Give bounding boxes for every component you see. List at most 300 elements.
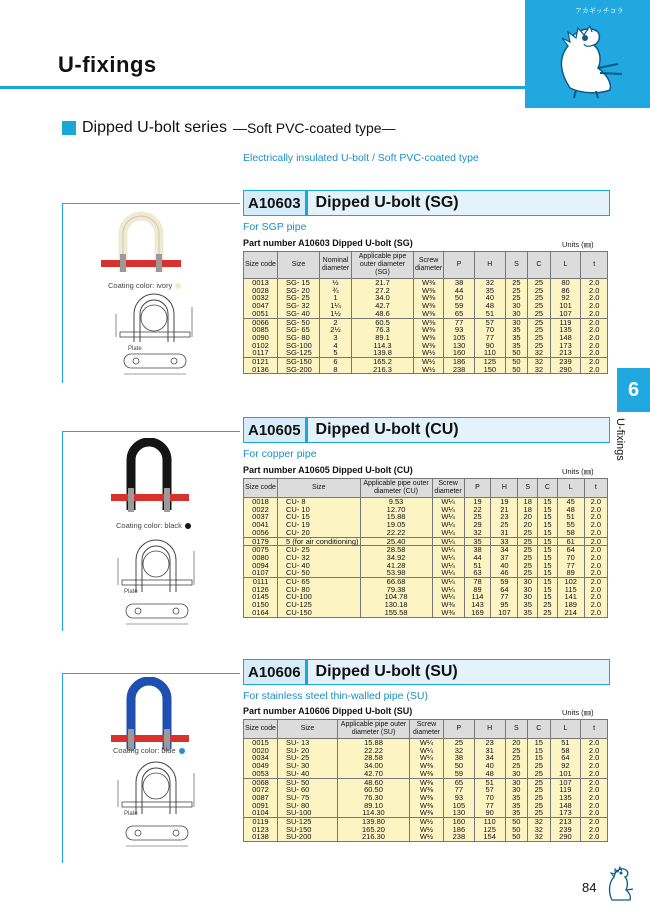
table-header-row: [244, 720, 608, 739]
table-cell: 0138: [244, 833, 278, 841]
col-s: S: [505, 720, 528, 739]
table-cell: 40: [474, 294, 505, 302]
table-cell: 25: [528, 310, 550, 318]
table-cell: 2.0: [581, 802, 608, 810]
table-cell: 2.0: [584, 601, 607, 609]
table-cell: 0117: [244, 349, 278, 357]
table-cell: SG-200: [278, 366, 320, 374]
col-nominal: Nominal diameter: [320, 252, 352, 279]
col-size: Size: [278, 252, 320, 279]
table-cell: 59: [491, 578, 518, 586]
table-cell: 25: [528, 786, 551, 794]
table-cell: W¼: [432, 546, 464, 554]
table-cell: 15: [528, 739, 551, 747]
product-name: Dipped U-bolt (SG): [315, 194, 459, 211]
table-cell: 51: [557, 513, 584, 521]
table-cell: 23: [474, 739, 505, 747]
table-cell: 107: [550, 310, 581, 318]
table-cell: 216.3: [352, 366, 414, 374]
table-cell: 77: [444, 318, 475, 326]
spec-table: [243, 478, 608, 618]
table-cell: 25: [528, 279, 550, 287]
table-cell: 70: [557, 554, 584, 562]
table-cell: CU- 20: [278, 529, 361, 537]
table-cell: 89.1: [352, 334, 414, 342]
table-cell: 139.8: [352, 349, 414, 357]
table-cell: 114.3: [352, 342, 414, 350]
table-cell: 2.0: [581, 310, 608, 318]
brand-corner: [525, 0, 650, 108]
table-cell: 2.0: [581, 366, 608, 374]
table-cell: 3: [320, 334, 352, 342]
table-cell: 18: [518, 498, 538, 506]
table-cell: 2.0: [581, 326, 608, 334]
table-cell: 160: [444, 818, 475, 826]
col-c: C: [528, 720, 551, 739]
table-cell: 32: [474, 279, 505, 287]
table-cell: SU- 40: [278, 770, 338, 778]
table-cell: 76.3: [352, 326, 414, 334]
table-cell: 135: [550, 794, 581, 802]
product-header: [243, 659, 610, 685]
table-cell: 2.0: [581, 833, 608, 841]
table-cell: 0015: [244, 739, 278, 747]
table-cell: 50: [505, 826, 528, 834]
table-cell: 65: [444, 778, 475, 786]
table-cell: 139.80: [338, 818, 410, 826]
col-t: t: [581, 252, 608, 279]
table-cell: 160: [444, 349, 475, 357]
product-usage: For SGP pipe: [243, 221, 307, 233]
col-outer-diameter: Applicable pipe outer diameter (CU): [360, 479, 432, 498]
table-cell: 45: [557, 498, 584, 506]
table-cell: ¾: [320, 287, 352, 295]
spec-table: [243, 719, 608, 842]
coating-color-label: Coating color: blue: [113, 746, 185, 755]
table-cell: 46: [491, 569, 518, 577]
table-cell: SG- 15: [278, 279, 320, 287]
table-cell: W¼: [410, 739, 444, 747]
table-cell: 6: [320, 358, 352, 366]
table-cell: 44: [444, 287, 475, 295]
col-p: P: [464, 479, 491, 498]
table-cell: 0032: [244, 294, 278, 302]
table-cell: CU-100: [278, 593, 361, 601]
table-cell: SG- 32: [278, 302, 320, 310]
col-p: P: [444, 720, 475, 739]
table-cell: 58: [550, 747, 581, 755]
table-cell: W⅜: [414, 310, 444, 318]
table-cell: 25: [528, 326, 550, 334]
table-cell: 0020: [244, 747, 278, 755]
table-cell: CU- 80: [278, 586, 361, 594]
table-cell: 32: [464, 529, 491, 537]
table-cell: 0121: [244, 358, 278, 366]
table-cell: 0102: [244, 342, 278, 350]
table-cell: CU- 32: [278, 554, 361, 562]
table-cell: 1½: [320, 310, 352, 318]
table-cell: 35: [464, 537, 491, 546]
table-cell: W¼: [432, 529, 464, 537]
table-cell: 2.0: [584, 521, 607, 529]
table-cell: SU- 50: [278, 778, 338, 786]
table-cell: SG-150: [278, 358, 320, 366]
col-screw: Screw diameter: [410, 720, 444, 739]
table-cell: SG- 50: [278, 318, 320, 326]
table-cell: 9.53: [360, 498, 432, 506]
table-cell: 101: [550, 302, 581, 310]
table-cell: 77: [491, 593, 518, 601]
table-cell: 25.40: [360, 537, 432, 546]
table-cell: W⅜: [432, 601, 464, 609]
product-name: Dipped U-bolt (CU): [315, 421, 459, 438]
table-cell: 41.28: [360, 562, 432, 570]
table-cell: CU- 19: [278, 521, 361, 529]
table-cell: 0049: [244, 762, 278, 770]
table-cell: W¼: [432, 537, 464, 546]
col-l: L: [550, 252, 581, 279]
table-cell: 32: [528, 826, 551, 834]
table-cell: 130.18: [360, 601, 432, 609]
table-cell: 35: [505, 802, 528, 810]
table-cell: 15: [538, 498, 558, 506]
ubolt-dimension-drawing: [110, 292, 200, 380]
table-cell: 60.50: [338, 786, 410, 794]
table-cell: 0085: [244, 326, 278, 334]
table-cell: 0107: [244, 569, 278, 577]
table-cell: 25: [528, 302, 550, 310]
table-cell: 30: [505, 310, 527, 318]
part-number: Part number A10603 Dipped U-bolt (SG): [243, 238, 413, 248]
table-cell: 5: [320, 349, 352, 357]
table-cell: 25: [528, 809, 551, 817]
table-cell: 60.5: [352, 318, 414, 326]
table-cell: W⅜: [410, 762, 444, 770]
table-row: [244, 366, 608, 374]
table-cell: 119: [550, 318, 581, 326]
table-cell: 213: [550, 818, 581, 826]
table-cell: W⅜: [414, 318, 444, 326]
table-cell: SG- 20: [278, 287, 320, 295]
col-s: S: [518, 479, 538, 498]
table-cell: 125: [474, 358, 505, 366]
table-cell: 25: [528, 318, 550, 326]
table-cell: 148: [550, 334, 581, 342]
table-cell: 55: [557, 521, 584, 529]
table-cell: 64: [557, 546, 584, 554]
table-cell: 92: [550, 762, 581, 770]
chapter-tab-label: U-fixings: [614, 418, 626, 461]
table-cell: 186: [444, 826, 475, 834]
table-cell: 15: [538, 506, 558, 514]
table-cell: 2.0: [581, 358, 608, 366]
col-h: H: [474, 720, 505, 739]
table-cell: SU- 13: [278, 739, 338, 747]
table-header-row: [244, 252, 608, 279]
table-cell: 2.0: [581, 318, 608, 326]
table-cell: 2.0: [584, 609, 607, 617]
table-cell: 48: [557, 506, 584, 514]
table-cell: 2.0: [584, 593, 607, 601]
table-cell: 38: [444, 754, 475, 762]
table-row: [244, 529, 608, 537]
units-label: Units (㎜): [562, 467, 594, 476]
table-cell: 0094: [244, 562, 278, 570]
table-cell: 2.0: [581, 349, 608, 357]
table-cell: 33: [491, 537, 518, 546]
table-cell: 58: [557, 529, 584, 537]
table-cell: 0136: [244, 366, 278, 374]
table-cell: 57: [474, 786, 505, 794]
table-cell: 2.0: [584, 562, 607, 570]
ubolt-dimension-drawing: [112, 534, 202, 632]
table-cell: 115: [557, 586, 584, 594]
table-cell: CU- 15: [278, 513, 361, 521]
table-cell: 213: [550, 349, 581, 357]
table-cell: 31: [474, 747, 505, 755]
part-number: Part number A10605 Dipped U-bolt (CU): [243, 465, 413, 475]
table-cell: 35: [474, 287, 505, 295]
table-cell: 130: [444, 809, 475, 817]
table-cell: 2.0: [581, 794, 608, 802]
table-cell: 2.0: [584, 537, 607, 546]
table-cell: 25: [444, 739, 475, 747]
table-cell: 48: [474, 770, 505, 778]
table-cell: 15: [538, 554, 558, 562]
table-cell: 2.0: [581, 747, 608, 755]
table-cell: 0104: [244, 809, 278, 817]
table-cell: 22.22: [338, 747, 410, 755]
col-l: L: [550, 720, 581, 739]
table-cell: 25: [528, 342, 550, 350]
table-cell: 34: [491, 546, 518, 554]
table-cell: 23: [491, 513, 518, 521]
table-cell: 25: [528, 294, 550, 302]
product-header: [243, 417, 610, 443]
table-row: [244, 310, 608, 318]
table-cell: 2.0: [581, 786, 608, 794]
product-code: A10603: [244, 191, 308, 215]
table-cell: 32: [528, 358, 550, 366]
product-header: [243, 190, 610, 216]
table-cell: 15.88: [360, 513, 432, 521]
table-cell: 104.78: [360, 593, 432, 601]
table-cell: 59: [444, 770, 475, 778]
table-cell: 25: [538, 601, 558, 609]
table-cell: 15: [538, 586, 558, 594]
table-cell: SU-125: [278, 818, 338, 826]
ubolt-blue-photo: [105, 677, 195, 755]
table-cell: 0179: [244, 537, 278, 546]
table-cell: 27.2: [352, 287, 414, 295]
table-cell: 239: [550, 358, 581, 366]
table-cell: 0091: [244, 802, 278, 810]
table-cell: CU- 65: [278, 578, 361, 586]
table-cell: 25: [538, 609, 558, 617]
section-description: Electrically insulated U-bolt / Soft PVC-coated type: [243, 152, 479, 164]
table-cell: 5 (for air conditioning): [278, 537, 361, 546]
table-cell: 2.0: [584, 546, 607, 554]
col-s: S: [505, 252, 527, 279]
table-cell: 42.70: [338, 770, 410, 778]
table-cell: 63: [464, 569, 491, 577]
col-size: Size: [278, 479, 361, 498]
table-cell: 70: [474, 326, 505, 334]
table-cell: SG- 25: [278, 294, 320, 302]
table-cell: 93: [444, 326, 475, 334]
table-cell: 25: [505, 294, 527, 302]
table-cell: W⅜: [414, 294, 444, 302]
table-cell: 66.68: [360, 578, 432, 586]
table-cell: 0080: [244, 554, 278, 562]
table-cell: 35: [505, 809, 528, 817]
table-cell: W¼: [432, 513, 464, 521]
col-t: t: [584, 479, 607, 498]
table-cell: 15: [528, 747, 551, 755]
table-cell: 25: [528, 762, 551, 770]
product-code: A10606: [244, 660, 308, 684]
table-cell: 34.0: [352, 294, 414, 302]
table-cell: 30: [518, 586, 538, 594]
dinosaur-footer-icon: [604, 864, 634, 904]
table-cell: CU- 10: [278, 506, 361, 514]
table-cell: W⅜: [410, 809, 444, 817]
section-marker: [62, 121, 76, 135]
table-cell: SU- 30: [278, 762, 338, 770]
table-cell: SG-125: [278, 349, 320, 357]
table-cell: 25: [505, 762, 528, 770]
table-cell: 15: [538, 569, 558, 577]
table-cell: 89.10: [338, 802, 410, 810]
table-cell: 25: [528, 287, 550, 295]
table-cell: 143: [464, 601, 491, 609]
table-cell: CU-150: [278, 609, 361, 617]
table-cell: 35: [518, 609, 538, 617]
table-cell: 28.58: [338, 754, 410, 762]
col-size-code: Size code: [244, 479, 278, 498]
header-rule: [0, 86, 530, 89]
table-cell: CU- 40: [278, 562, 361, 570]
table-cell: SG- 65: [278, 326, 320, 334]
table-cell: 107: [550, 778, 581, 786]
table-cell: 30: [518, 578, 538, 586]
table-cell: 34.00: [338, 762, 410, 770]
table-cell: 173: [550, 342, 581, 350]
table-cell: 86: [550, 287, 581, 295]
ubolt-dimension-drawing: [112, 756, 202, 854]
dinosaur-mascot-icon: [540, 18, 640, 103]
table-cell: 2.0: [581, 762, 608, 770]
coating-color-label: Coating color: ivory: [108, 281, 181, 290]
col-t: t: [581, 720, 608, 739]
col-c: C: [528, 252, 550, 279]
table-cell: W¼: [432, 586, 464, 594]
table-cell: 2.0: [584, 513, 607, 521]
table-cell: 15: [538, 562, 558, 570]
table-cell: 90: [474, 809, 505, 817]
table-cell: 25: [518, 562, 538, 570]
table-cell: W⅜: [414, 287, 444, 295]
table-cell: W¼: [410, 747, 444, 755]
table-cell: 77: [557, 562, 584, 570]
chapter-tab[interactable]: 6: [617, 368, 650, 412]
coating-color-label: Coating color: black: [116, 521, 191, 530]
table-cell: 32: [444, 747, 475, 755]
table-cell: 15: [538, 546, 558, 554]
table-cell: 238: [444, 833, 475, 841]
table-cell: 51: [550, 739, 581, 747]
table-cell: W¼: [410, 754, 444, 762]
table-cell: 15: [538, 578, 558, 586]
table-cell: 80: [550, 279, 581, 287]
table-cell: 78: [464, 578, 491, 586]
table-cell: 32: [528, 818, 551, 826]
table-cell: 107: [491, 609, 518, 617]
black-swatch: [185, 523, 191, 529]
plate-label: Plate: [124, 589, 138, 595]
table-cell: 50: [505, 818, 528, 826]
table-cell: 2.0: [581, 818, 608, 826]
col-c: C: [538, 479, 558, 498]
product-name: Dipped U-bolt (SU): [315, 663, 458, 680]
table-cell: 0066: [244, 318, 278, 326]
table-cell: 89: [557, 569, 584, 577]
table-cell: 19: [464, 498, 491, 506]
table-cell: SG- 80: [278, 334, 320, 342]
table-cell: 2.0: [581, 294, 608, 302]
product-code: A10605: [244, 418, 308, 442]
table-cell: 0111: [244, 578, 278, 586]
spec-table: [243, 251, 608, 374]
product-usage: For copper pipe: [243, 448, 317, 460]
table-cell: 0047: [244, 302, 278, 310]
table-cell: 0034: [244, 754, 278, 762]
table-cell: 25: [528, 778, 551, 786]
table-cell: SU-200: [278, 833, 338, 841]
table-cell: 25: [528, 802, 551, 810]
table-cell: 154: [474, 833, 505, 841]
table-cell: 34: [474, 754, 505, 762]
table-cell: 0119: [244, 818, 278, 826]
table-cell: W⅜: [410, 770, 444, 778]
table-cell: 19: [491, 498, 518, 506]
table-cell: 290: [550, 366, 581, 374]
ubolt-black-photo: [105, 438, 195, 516]
mascot-caption: アカギッチコラ: [575, 8, 624, 15]
table-cell: 114.30: [338, 809, 410, 817]
table-cell: 12.70: [360, 506, 432, 514]
table-cell: 32: [528, 833, 551, 841]
table-cell: 35: [518, 601, 538, 609]
table-header-row: [244, 479, 608, 498]
table-cell: W⅜: [410, 794, 444, 802]
col-screw: Screw diameter: [414, 252, 444, 279]
table-cell: SU- 25: [278, 754, 338, 762]
table-row: [244, 770, 608, 778]
table-cell: 0087: [244, 794, 278, 802]
table-cell: ½: [320, 279, 352, 287]
table-cell: 76.30: [338, 794, 410, 802]
table-cell: 130: [444, 342, 475, 350]
table-cell: 64: [550, 754, 581, 762]
table-cell: SU-100: [278, 809, 338, 817]
table-cell: 25: [518, 537, 538, 546]
table-cell: 59: [444, 302, 475, 310]
table-cell: 15: [538, 537, 558, 546]
table-cell: 189: [557, 601, 584, 609]
table-cell: 89: [464, 586, 491, 594]
table-cell: W⅜: [410, 802, 444, 810]
